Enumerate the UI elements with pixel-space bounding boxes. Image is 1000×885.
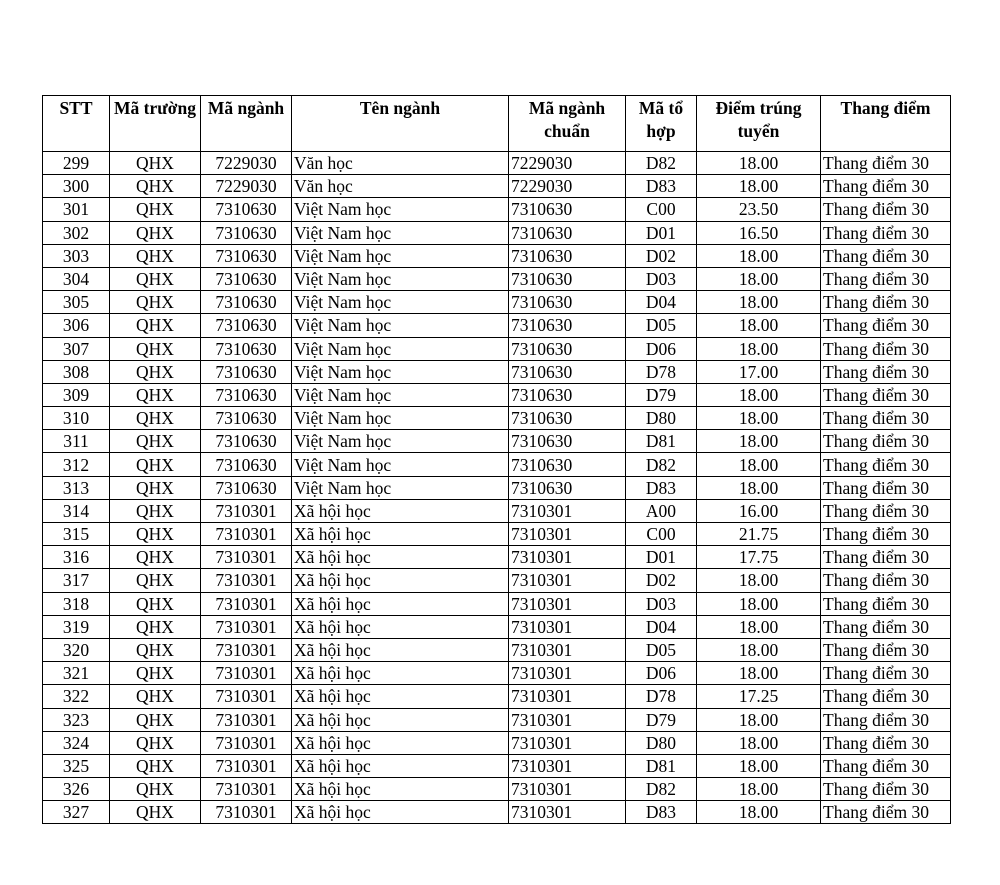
cell-ten-nganh: Xã hội học xyxy=(292,801,509,824)
cell-ma-nganh-chuan: 7310630 xyxy=(509,453,626,476)
cell-ten-nganh: Xã hội học xyxy=(292,523,509,546)
header-row xyxy=(43,96,951,152)
cell-thang-diem: Thang điểm 30 xyxy=(821,152,951,175)
cell-stt: 299 xyxy=(43,152,110,175)
cell-ma-to-hop: C00 xyxy=(626,523,697,546)
cell-ten-nganh: Việt Nam học xyxy=(292,337,509,360)
cell-stt: 327 xyxy=(43,801,110,824)
cell-thang-diem: Thang điểm 30 xyxy=(821,291,951,314)
cell-ma-to-hop: D06 xyxy=(626,662,697,685)
cell-ma-nganh-chuan: 7310630 xyxy=(509,407,626,430)
cell-ma-to-hop: D81 xyxy=(626,430,697,453)
cell-ma-nganh-chuan: 7229030 xyxy=(509,152,626,175)
cell-diem-trung-tuyen: 18.00 xyxy=(697,754,821,777)
cell-ma-truong: QHX xyxy=(110,731,201,754)
table-row xyxy=(43,221,951,244)
cell-stt: 302 xyxy=(43,221,110,244)
cell-ma-truong: QHX xyxy=(110,778,201,801)
cell-stt: 309 xyxy=(43,383,110,406)
cell-ma-to-hop: D06 xyxy=(626,337,697,360)
cell-ma-to-hop: D04 xyxy=(626,291,697,314)
cell-ma-truong: QHX xyxy=(110,267,201,290)
cell-ma-nganh-chuan: 7229030 xyxy=(509,175,626,198)
cell-ma-nganh: 7310301 xyxy=(201,801,292,824)
cell-stt: 317 xyxy=(43,569,110,592)
cell-ma-nganh: 7310630 xyxy=(201,453,292,476)
table-row xyxy=(43,685,951,708)
cell-diem-trung-tuyen: 18.00 xyxy=(697,291,821,314)
cell-ten-nganh: Xã hội học xyxy=(292,731,509,754)
cell-ma-nganh-chuan: 7310301 xyxy=(509,569,626,592)
table-row xyxy=(43,754,951,777)
cell-stt: 303 xyxy=(43,244,110,267)
cell-ma-truong: QHX xyxy=(110,476,201,499)
cell-ma-nganh-chuan: 7310301 xyxy=(509,801,626,824)
table-row xyxy=(43,778,951,801)
cell-ma-truong: QHX xyxy=(110,708,201,731)
cell-thang-diem: Thang điểm 30 xyxy=(821,523,951,546)
cell-thang-diem: Thang điểm 30 xyxy=(821,476,951,499)
cell-diem-trung-tuyen: 18.00 xyxy=(697,383,821,406)
cell-ten-nganh: Xã hội học xyxy=(292,499,509,522)
cell-ma-truong: QHX xyxy=(110,546,201,569)
table-row xyxy=(43,407,951,430)
cell-diem-trung-tuyen: 18.00 xyxy=(697,476,821,499)
cell-stt: 316 xyxy=(43,546,110,569)
cell-ma-nganh: 7310301 xyxy=(201,731,292,754)
cell-ma-nganh: 7310630 xyxy=(201,314,292,337)
cell-diem-trung-tuyen: 18.00 xyxy=(697,244,821,267)
cell-ma-truong: QHX xyxy=(110,662,201,685)
cell-ma-nganh: 7310301 xyxy=(201,778,292,801)
cell-diem-trung-tuyen: 17.75 xyxy=(697,546,821,569)
cell-diem-trung-tuyen: 23.50 xyxy=(697,198,821,221)
cell-ma-nganh: 7310630 xyxy=(201,476,292,499)
cell-stt: 300 xyxy=(43,175,110,198)
cell-ma-nganh-chuan: 7310630 xyxy=(509,476,626,499)
admission-scores-table xyxy=(42,95,951,824)
cell-ma-nganh: 7310630 xyxy=(201,221,292,244)
cell-ma-nganh-chuan: 7310301 xyxy=(509,523,626,546)
cell-ma-nganh-chuan: 7310630 xyxy=(509,221,626,244)
cell-ma-truong: QHX xyxy=(110,314,201,337)
cell-ten-nganh: Việt Nam học xyxy=(292,360,509,383)
cell-ten-nganh: Xã hội học xyxy=(292,569,509,592)
table-row xyxy=(43,291,951,314)
cell-diem-trung-tuyen: 18.00 xyxy=(697,407,821,430)
table-row xyxy=(43,430,951,453)
cell-stt: 314 xyxy=(43,499,110,522)
cell-ma-to-hop: D03 xyxy=(626,592,697,615)
cell-ma-nganh-chuan: 7310630 xyxy=(509,360,626,383)
cell-ten-nganh: Xã hội học xyxy=(292,592,509,615)
cell-ten-nganh: Việt Nam học xyxy=(292,221,509,244)
cell-ten-nganh: Việt Nam học xyxy=(292,244,509,267)
cell-diem-trung-tuyen: 18.00 xyxy=(697,569,821,592)
cell-thang-diem: Thang điểm 30 xyxy=(821,546,951,569)
cell-ma-truong: QHX xyxy=(110,291,201,314)
cell-diem-trung-tuyen: 18.00 xyxy=(697,592,821,615)
cell-ma-nganh-chuan: 7310630 xyxy=(509,430,626,453)
table-row xyxy=(43,175,951,198)
cell-ten-nganh: Việt Nam học xyxy=(292,407,509,430)
header-diem-trung-tuyen: Điểm trúng tuyển xyxy=(697,96,821,152)
cell-stt: 324 xyxy=(43,731,110,754)
cell-ma-nganh-chuan: 7310301 xyxy=(509,778,626,801)
cell-stt: 325 xyxy=(43,754,110,777)
table-row xyxy=(43,152,951,175)
cell-ma-truong: QHX xyxy=(110,221,201,244)
cell-stt: 306 xyxy=(43,314,110,337)
cell-diem-trung-tuyen: 17.00 xyxy=(697,360,821,383)
cell-ma-nganh: 7310630 xyxy=(201,198,292,221)
cell-ma-nganh: 7310630 xyxy=(201,267,292,290)
cell-ma-to-hop: C00 xyxy=(626,198,697,221)
cell-ma-nganh: 7310630 xyxy=(201,291,292,314)
cell-stt: 320 xyxy=(43,638,110,661)
table-header xyxy=(43,96,951,152)
table-row xyxy=(43,476,951,499)
cell-ma-truong: QHX xyxy=(110,615,201,638)
cell-ma-to-hop: D03 xyxy=(626,267,697,290)
cell-ma-nganh: 7310301 xyxy=(201,708,292,731)
cell-thang-diem: Thang điểm 30 xyxy=(821,685,951,708)
cell-ma-to-hop: D81 xyxy=(626,754,697,777)
cell-ma-nganh-chuan: 7310301 xyxy=(509,615,626,638)
cell-diem-trung-tuyen: 18.00 xyxy=(697,337,821,360)
cell-thang-diem: Thang điểm 30 xyxy=(821,569,951,592)
cell-stt: 305 xyxy=(43,291,110,314)
cell-diem-trung-tuyen: 18.00 xyxy=(697,615,821,638)
cell-ma-truong: QHX xyxy=(110,244,201,267)
cell-ma-truong: QHX xyxy=(110,360,201,383)
cell-stt: 310 xyxy=(43,407,110,430)
cell-thang-diem: Thang điểm 30 xyxy=(821,314,951,337)
table-row xyxy=(43,708,951,731)
cell-ma-nganh-chuan: 7310301 xyxy=(509,662,626,685)
cell-ma-truong: QHX xyxy=(110,337,201,360)
cell-thang-diem: Thang điểm 30 xyxy=(821,221,951,244)
cell-ma-to-hop: D82 xyxy=(626,453,697,476)
cell-diem-trung-tuyen: 18.00 xyxy=(697,662,821,685)
cell-ma-nganh: 7310301 xyxy=(201,685,292,708)
cell-ma-to-hop: D83 xyxy=(626,801,697,824)
table-row xyxy=(43,731,951,754)
cell-thang-diem: Thang điểm 30 xyxy=(821,337,951,360)
cell-ma-nganh-chuan: 7310301 xyxy=(509,754,626,777)
table-row xyxy=(43,546,951,569)
cell-ma-nganh: 7310301 xyxy=(201,592,292,615)
cell-thang-diem: Thang điểm 30 xyxy=(821,175,951,198)
cell-thang-diem: Thang điểm 30 xyxy=(821,453,951,476)
cell-ma-nganh-chuan: 7310301 xyxy=(509,731,626,754)
cell-ma-to-hop: D83 xyxy=(626,175,697,198)
cell-ten-nganh: Văn học xyxy=(292,175,509,198)
cell-ten-nganh: Xã hội học xyxy=(292,615,509,638)
cell-ma-nganh-chuan: 7310630 xyxy=(509,383,626,406)
cell-stt: 307 xyxy=(43,337,110,360)
cell-ma-nganh-chuan: 7310630 xyxy=(509,198,626,221)
cell-ten-nganh: Văn học xyxy=(292,152,509,175)
cell-thang-diem: Thang điểm 30 xyxy=(821,754,951,777)
cell-ma-to-hop: D02 xyxy=(626,569,697,592)
cell-diem-trung-tuyen: 18.00 xyxy=(697,152,821,175)
table-row xyxy=(43,801,951,824)
cell-ten-nganh: Việt Nam học xyxy=(292,476,509,499)
cell-ten-nganh: Việt Nam học xyxy=(292,314,509,337)
cell-ma-nganh: 7310301 xyxy=(201,615,292,638)
cell-stt: 322 xyxy=(43,685,110,708)
table-row xyxy=(43,383,951,406)
table-row xyxy=(43,569,951,592)
cell-ma-nganh-chuan: 7310630 xyxy=(509,314,626,337)
cell-ma-nganh: 7310301 xyxy=(201,569,292,592)
cell-thang-diem: Thang điểm 30 xyxy=(821,801,951,824)
cell-ten-nganh: Xã hội học xyxy=(292,685,509,708)
cell-ma-truong: QHX xyxy=(110,430,201,453)
header-ma-nganh: Mã ngành xyxy=(201,96,292,152)
cell-ma-nganh-chuan: 7310630 xyxy=(509,244,626,267)
cell-ma-to-hop: D78 xyxy=(626,685,697,708)
cell-thang-diem: Thang điểm 30 xyxy=(821,407,951,430)
cell-ma-nganh: 7310630 xyxy=(201,430,292,453)
cell-ma-nganh: 7229030 xyxy=(201,175,292,198)
cell-ma-to-hop: A00 xyxy=(626,499,697,522)
cell-ma-truong: QHX xyxy=(110,453,201,476)
cell-diem-trung-tuyen: 21.75 xyxy=(697,523,821,546)
cell-ma-truong: QHX xyxy=(110,175,201,198)
cell-ten-nganh: Việt Nam học xyxy=(292,430,509,453)
table-row xyxy=(43,267,951,290)
cell-ma-nganh: 7310630 xyxy=(201,337,292,360)
cell-thang-diem: Thang điểm 30 xyxy=(821,244,951,267)
cell-ma-truong: QHX xyxy=(110,499,201,522)
cell-thang-diem: Thang điểm 30 xyxy=(821,615,951,638)
cell-stt: 304 xyxy=(43,267,110,290)
cell-thang-diem: Thang điểm 30 xyxy=(821,198,951,221)
cell-ma-nganh: 7310630 xyxy=(201,407,292,430)
table-row xyxy=(43,314,951,337)
cell-thang-diem: Thang điểm 30 xyxy=(821,731,951,754)
cell-ma-to-hop: D82 xyxy=(626,778,697,801)
cell-diem-trung-tuyen: 18.00 xyxy=(697,314,821,337)
header-ma-to-hop: Mã tổ hợp xyxy=(626,96,697,152)
cell-stt: 319 xyxy=(43,615,110,638)
cell-stt: 315 xyxy=(43,523,110,546)
cell-ma-to-hop: D83 xyxy=(626,476,697,499)
cell-ma-to-hop: D01 xyxy=(626,546,697,569)
table-body xyxy=(43,152,951,824)
cell-diem-trung-tuyen: 17.25 xyxy=(697,685,821,708)
table-row xyxy=(43,662,951,685)
table-row xyxy=(43,638,951,661)
cell-ma-nganh-chuan: 7310301 xyxy=(509,638,626,661)
cell-ma-nganh-chuan: 7310630 xyxy=(509,291,626,314)
header-thang-diem: Thang điểm xyxy=(821,96,951,152)
cell-diem-trung-tuyen: 18.00 xyxy=(697,638,821,661)
cell-ten-nganh: Việt Nam học xyxy=(292,198,509,221)
cell-ten-nganh: Xã hội học xyxy=(292,662,509,685)
cell-ma-to-hop: D05 xyxy=(626,314,697,337)
cell-diem-trung-tuyen: 18.00 xyxy=(697,267,821,290)
cell-stt: 301 xyxy=(43,198,110,221)
cell-ten-nganh: Việt Nam học xyxy=(292,383,509,406)
cell-ma-truong: QHX xyxy=(110,592,201,615)
cell-ten-nganh: Việt Nam học xyxy=(292,453,509,476)
cell-ma-truong: QHX xyxy=(110,569,201,592)
cell-ma-nganh-chuan: 7310301 xyxy=(509,708,626,731)
cell-thang-diem: Thang điểm 30 xyxy=(821,499,951,522)
cell-stt: 323 xyxy=(43,708,110,731)
cell-ma-nganh-chuan: 7310630 xyxy=(509,337,626,360)
cell-thang-diem: Thang điểm 30 xyxy=(821,638,951,661)
cell-ten-nganh: Việt Nam học xyxy=(292,291,509,314)
cell-diem-trung-tuyen: 18.00 xyxy=(697,430,821,453)
table-row xyxy=(43,453,951,476)
cell-stt: 308 xyxy=(43,360,110,383)
cell-ma-to-hop: D80 xyxy=(626,731,697,754)
table-row xyxy=(43,244,951,267)
cell-thang-diem: Thang điểm 30 xyxy=(821,708,951,731)
cell-ma-truong: QHX xyxy=(110,407,201,430)
cell-ma-truong: QHX xyxy=(110,152,201,175)
cell-ma-nganh-chuan: 7310301 xyxy=(509,685,626,708)
cell-ten-nganh: Xã hội học xyxy=(292,638,509,661)
cell-thang-diem: Thang điểm 30 xyxy=(821,778,951,801)
cell-ma-to-hop: D82 xyxy=(626,152,697,175)
cell-ma-to-hop: D79 xyxy=(626,708,697,731)
cell-ma-nganh: 7310630 xyxy=(201,383,292,406)
cell-ma-nganh-chuan: 7310630 xyxy=(509,267,626,290)
cell-ma-nganh: 7310301 xyxy=(201,662,292,685)
cell-ma-truong: QHX xyxy=(110,638,201,661)
cell-diem-trung-tuyen: 18.00 xyxy=(697,175,821,198)
cell-thang-diem: Thang điểm 30 xyxy=(821,267,951,290)
cell-ma-truong: QHX xyxy=(110,685,201,708)
header-ma-nganh-chuan: Mã ngành chuẩn xyxy=(509,96,626,152)
cell-thang-diem: Thang điểm 30 xyxy=(821,662,951,685)
cell-diem-trung-tuyen: 18.00 xyxy=(697,708,821,731)
cell-ma-nganh: 7310630 xyxy=(201,360,292,383)
cell-ten-nganh: Xã hội học xyxy=(292,778,509,801)
table-row xyxy=(43,615,951,638)
cell-ma-nganh: 7310301 xyxy=(201,546,292,569)
cell-ma-nganh: 7310301 xyxy=(201,638,292,661)
cell-ma-nganh-chuan: 7310301 xyxy=(509,592,626,615)
cell-ma-to-hop: D04 xyxy=(626,615,697,638)
cell-ma-to-hop: D01 xyxy=(626,221,697,244)
cell-ten-nganh: Xã hội học xyxy=(292,754,509,777)
cell-ma-to-hop: D79 xyxy=(626,383,697,406)
cell-stt: 326 xyxy=(43,778,110,801)
cell-ma-to-hop: D78 xyxy=(626,360,697,383)
header-ten-nganh: Tên ngành xyxy=(292,96,509,152)
cell-ma-nganh: 7310301 xyxy=(201,523,292,546)
cell-thang-diem: Thang điểm 30 xyxy=(821,592,951,615)
cell-ma-truong: QHX xyxy=(110,523,201,546)
cell-diem-trung-tuyen: 18.00 xyxy=(697,778,821,801)
cell-ma-to-hop: D05 xyxy=(626,638,697,661)
cell-ma-nganh: 7310630 xyxy=(201,244,292,267)
cell-diem-trung-tuyen: 18.00 xyxy=(697,801,821,824)
cell-ma-to-hop: D80 xyxy=(626,407,697,430)
table-row xyxy=(43,337,951,360)
cell-ma-truong: QHX xyxy=(110,383,201,406)
cell-ma-nganh-chuan: 7310301 xyxy=(509,499,626,522)
cell-stt: 312 xyxy=(43,453,110,476)
table-row xyxy=(43,592,951,615)
cell-diem-trung-tuyen: 18.00 xyxy=(697,731,821,754)
cell-ma-nganh: 7310301 xyxy=(201,499,292,522)
cell-stt: 311 xyxy=(43,430,110,453)
table-row xyxy=(43,499,951,522)
cell-ma-truong: QHX xyxy=(110,801,201,824)
cell-thang-diem: Thang điểm 30 xyxy=(821,430,951,453)
cell-diem-trung-tuyen: 16.00 xyxy=(697,499,821,522)
cell-ten-nganh: Việt Nam học xyxy=(292,267,509,290)
table-row xyxy=(43,198,951,221)
cell-stt: 318 xyxy=(43,592,110,615)
cell-ma-nganh: 7229030 xyxy=(201,152,292,175)
cell-diem-trung-tuyen: 16.50 xyxy=(697,221,821,244)
cell-ten-nganh: Xã hội học xyxy=(292,546,509,569)
cell-ma-nganh-chuan: 7310301 xyxy=(509,546,626,569)
cell-stt: 313 xyxy=(43,476,110,499)
cell-ten-nganh: Xã hội học xyxy=(292,708,509,731)
cell-ma-truong: QHX xyxy=(110,198,201,221)
table-row xyxy=(43,360,951,383)
header-stt: STT xyxy=(43,96,110,152)
cell-diem-trung-tuyen: 18.00 xyxy=(697,453,821,476)
table-row xyxy=(43,523,951,546)
cell-thang-diem: Thang điểm 30 xyxy=(821,383,951,406)
cell-stt: 321 xyxy=(43,662,110,685)
cell-ma-nganh: 7310301 xyxy=(201,754,292,777)
cell-ma-to-hop: D02 xyxy=(626,244,697,267)
cell-ma-truong: QHX xyxy=(110,754,201,777)
header-ma-truong: Mã trường xyxy=(110,96,201,152)
cell-thang-diem: Thang điểm 30 xyxy=(821,360,951,383)
